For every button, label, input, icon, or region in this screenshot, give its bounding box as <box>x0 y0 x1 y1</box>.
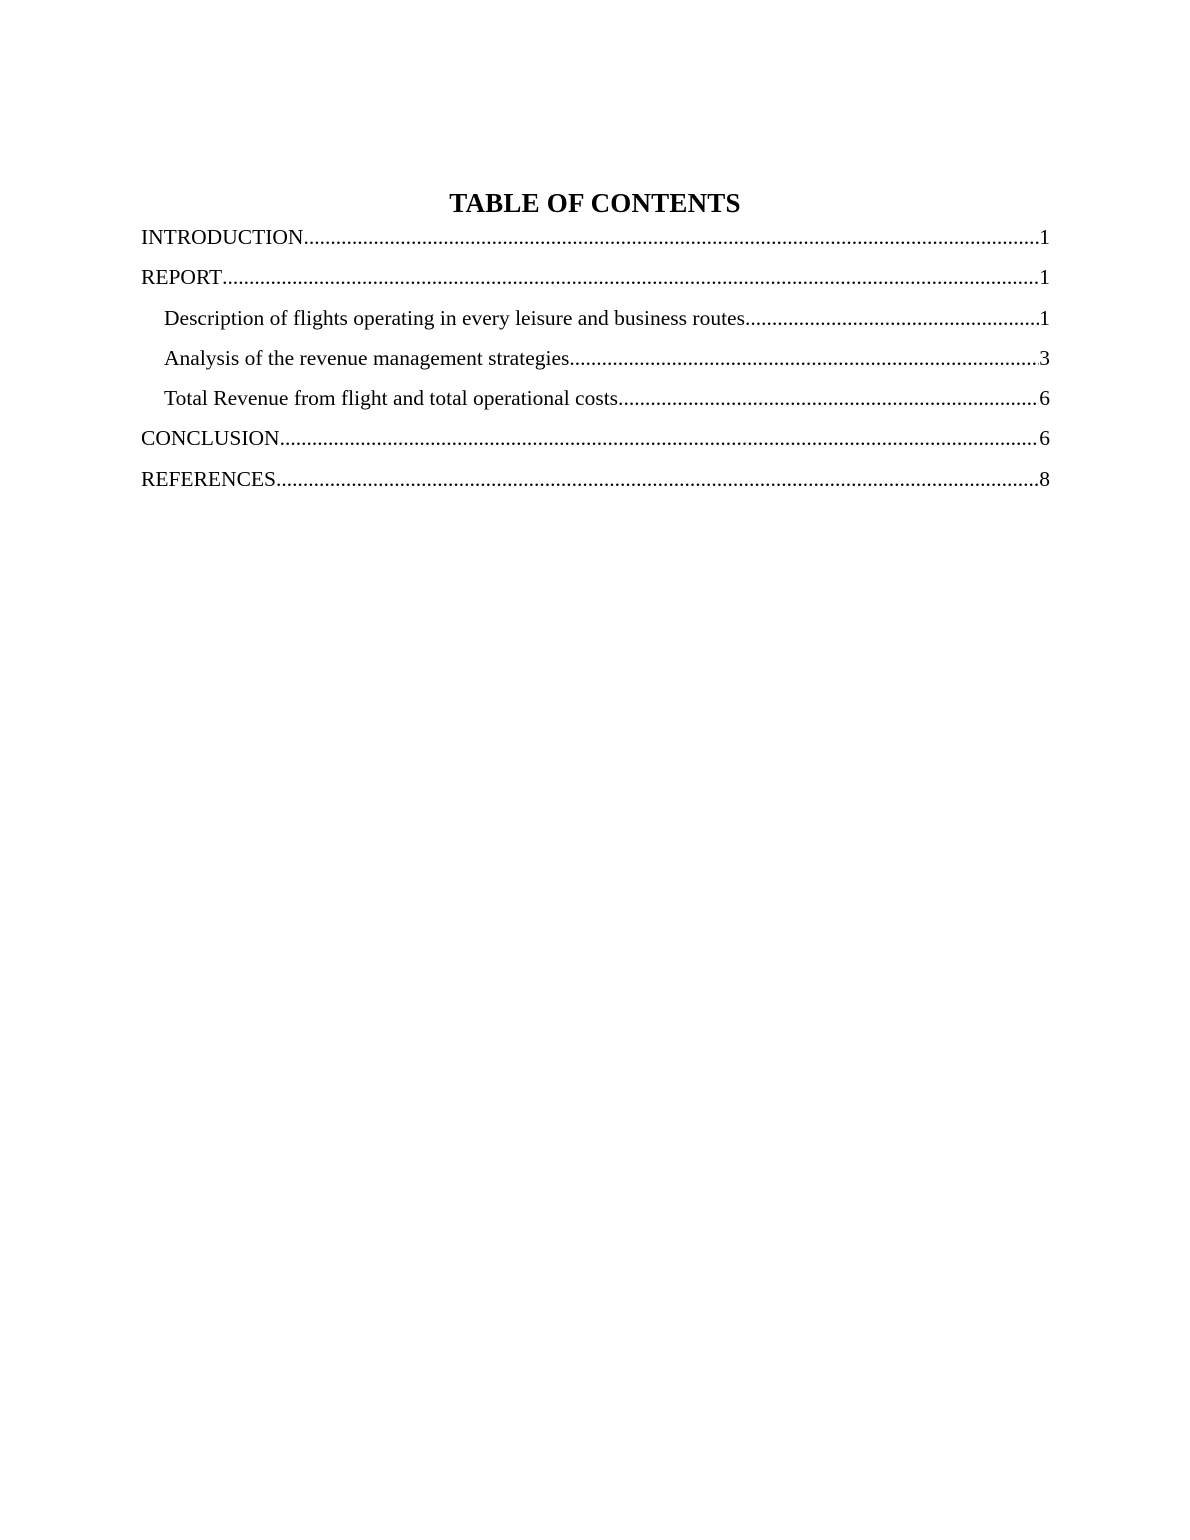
toc-dot-leader <box>745 303 1039 333</box>
toc-entry-references[interactable] <box>141 464 1050 504</box>
toc-entry-label: REPORT <box>141 265 223 290</box>
toc-entry-label: Analysis of the revenue management strategies <box>164 345 570 370</box>
toc-entry-label: INTRODUCTION <box>141 225 304 249</box>
toc-page-number: 6 <box>1039 426 1050 451</box>
toc-entry-report[interactable] <box>141 262 1050 302</box>
toc-page-number: 1 <box>1039 265 1050 290</box>
toc-dot-leader <box>276 464 1039 494</box>
toc-dot-leader <box>280 423 1040 453</box>
toc-page-number: 8 <box>1039 466 1050 491</box>
toc-entry-introduction[interactable] <box>141 222 1050 262</box>
toc-dot-leader <box>569 343 1039 373</box>
toc-entry-total-revenue[interactable] <box>141 383 1050 423</box>
toc-entry-label: CONCLUSION <box>141 426 280 451</box>
toc-dot-leader <box>303 222 1039 252</box>
toc-entry-description-of-flights[interactable] <box>141 303 1050 343</box>
toc-entry-label: Description of flights operating in every leisure and business routes <box>164 305 745 330</box>
toc-entry-label: Total Revenue from flight and total operational costs. <box>164 386 624 411</box>
toc-page-number: 1 <box>1039 225 1050 249</box>
toc-dot-leader <box>623 383 1039 413</box>
toc-page-number: 1 <box>1039 305 1050 330</box>
toc-entry-label: REFERENCES <box>141 466 276 491</box>
toc-page-number: 6 <box>1039 386 1050 411</box>
toc-title: TABLE OF CONTENTS <box>449 188 741 218</box>
toc-dot-leader <box>222 262 1039 292</box>
toc-page-number: 3 <box>1039 345 1050 370</box>
toc-entry-conclusion[interactable] <box>141 423 1050 463</box>
toc-entry-revenue-management[interactable] <box>141 343 1050 383</box>
toc-list <box>141 222 1050 504</box>
